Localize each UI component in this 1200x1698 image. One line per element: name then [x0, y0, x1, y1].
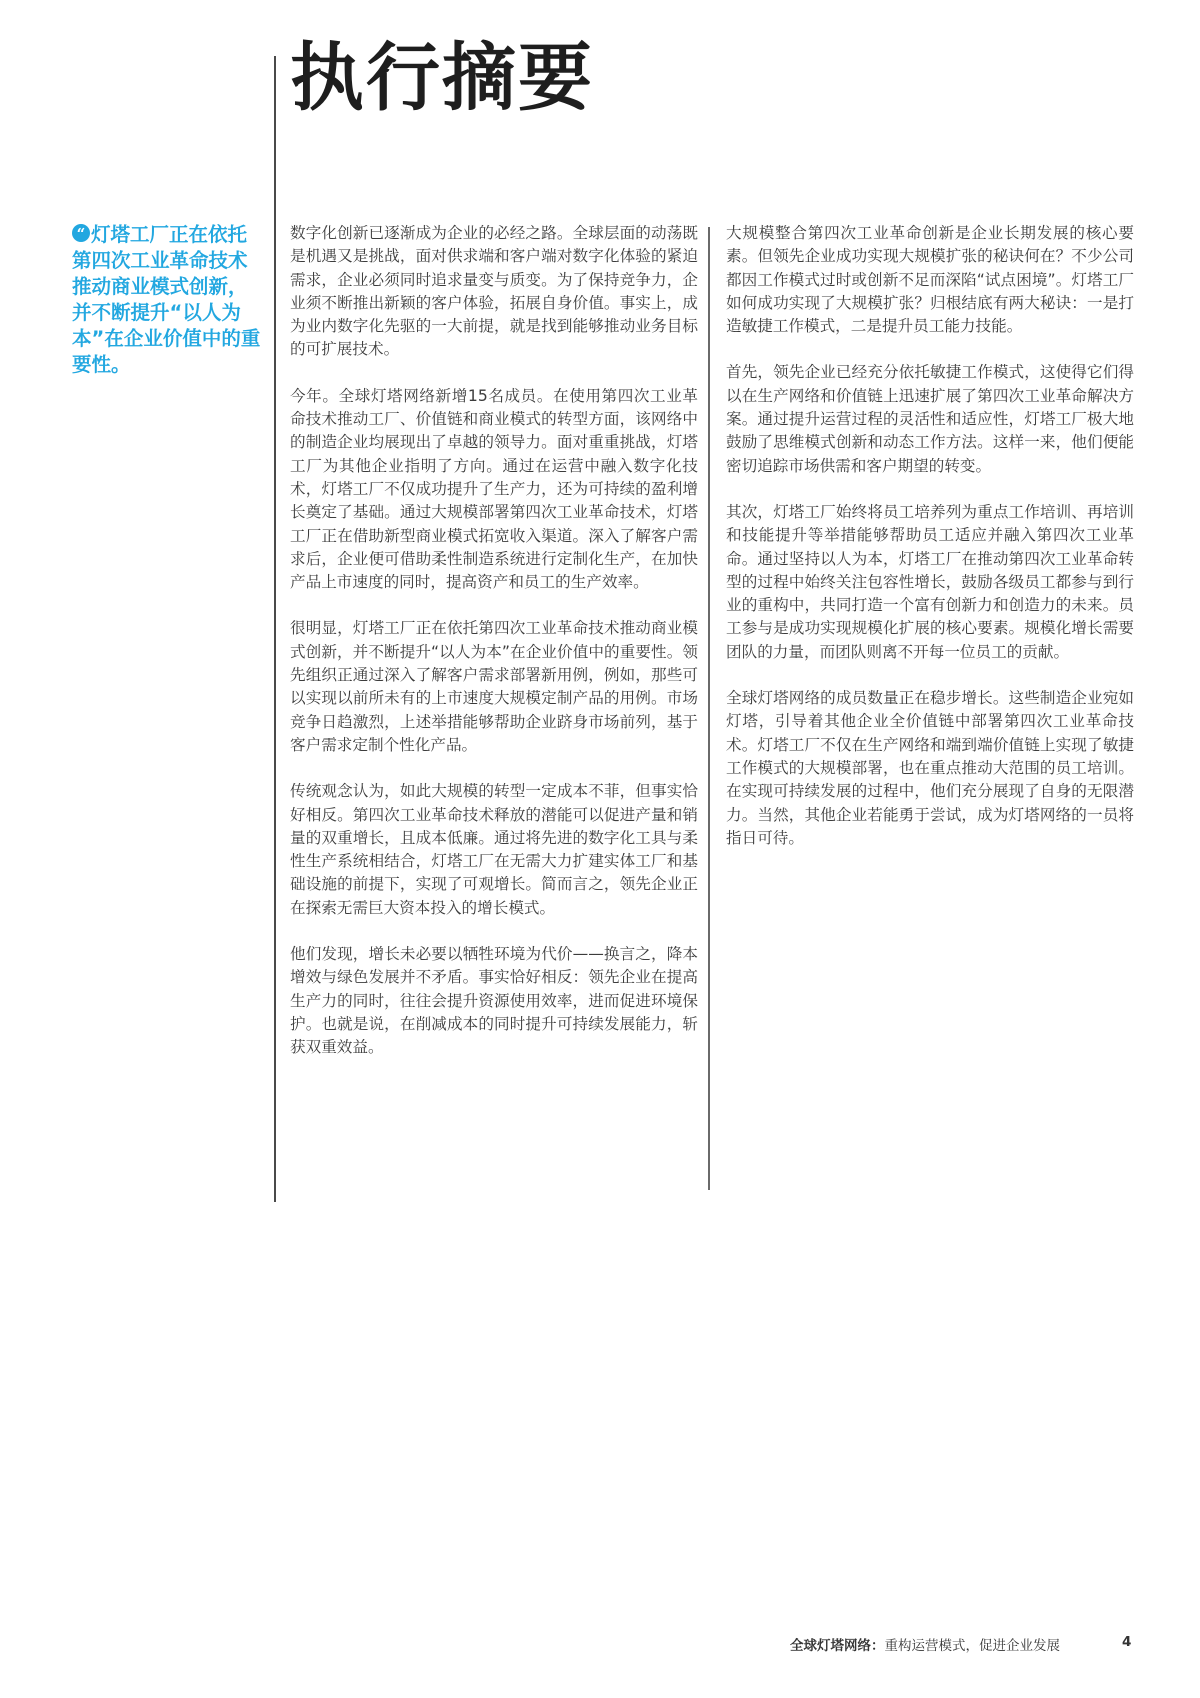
paragraph: 全球灯塔网络的成员数量正在稳步增长。这些制造企业宛如灯塔，引导着其他企业全价值链中部署第四次工业革命技术。灯塔工厂不仅在生产网络和端到端价值链上实现了敏捷工作模式的大规模部署，也在重点推动大范围的员工培训。在实现可持续发展的过程中，他们充分展现了自身的无限潜力。当然，其他企业若能勇于尝试，成为灯塔网络的一员将指日可待。: [726, 689, 1134, 847]
body-column-left: [290, 222, 698, 1083]
page-footer: [790, 1634, 1060, 1654]
column-divider-rule: [708, 227, 710, 1190]
paragraph: 首先，领先企业已经充分依托敏捷工作模式，这使得它们得以在生产网络和价值链上迅速扩展了第四次工业革命解决方案。通过提升运营过程的灵活性和适应性，灯塔工厂极大地鼓励了思维模式创新和动态工作方法。这样一来，他们便能密切追踪市场供需和客户期望的转变。: [726, 363, 1134, 475]
paragraph: 他们发现，增长未必要以牺牲环境为代价——换言之，降本增效与绿色发展并不矛盾。事实恰好相反：领先企业在提高生产力的同时，往往会提升资源使用效率，进而促进环境保护。也就是说，在削减成本的同时提升可持续发展能力，斩获双重效益。: [290, 945, 698, 1057]
paragraph: 大规模整合第四次工业革命创新是企业长期发展的核心要素。但领先企业成功实现大规模扩张的秘诀何在？不少公司都因工作模式过时或创新不足而深陷“试点困境”。灯塔工厂如何成功实现了大规模扩张？归根结底有两大秘诀：一是打造敏捷工作模式，二是提升员工能力技能。: [726, 224, 1134, 336]
paragraph: 今年。全球灯塔网络新增15名成员。在使用第四次工业革命技术推动工厂、价值链和商业模式的转型方面，该网络中的制造企业均展现出了卓越的领导力。面对重重挑战，灯塔工厂为其他企业指明了方向。通过在运营中融入数字化技术，灯塔工厂不仅成功提升了生产力，还为可持续的盈利增长奠定了基础。通过大规模部署第四次工业革命技术，灯塔工厂正在借助新型商业模式拓宽收入渠道。深入了解客户需求后，企业便可借助柔性制造系统进行定制化生产，在加快产品上市速度的同时，提高资产和员工的生产效率。: [290, 386, 698, 592]
footer-subtitle: 重构运营模式，促进企业发展: [884, 1638, 1060, 1654]
page-number: 4: [1122, 1634, 1132, 1650]
pull-quote: [72, 222, 262, 378]
page-title: 执行摘要: [290, 35, 594, 121]
paragraph: 其次，灯塔工厂始终将员工培养列为重点工作培训、再培训和技能提升等举措能够帮助员工适应并融入第四次工业革命。通过坚持以人为本，灯塔工厂在推动第四次工业革命转型的过程中始终关注包容性增长，鼓励各级员工都参与到行业的重构中，共同打造一个富有创新力和创造力的未来。员工参与是成功实现规模化扩展的核心要素。规模化增长需要团队的力量，而团队则离不开每一位员工的贡献。: [726, 502, 1134, 661]
body-column-right: [726, 222, 1134, 873]
paragraph: 数字化创新已逐渐成为企业的必经之路。全球层面的动荡既是机遇又是挑战，面对供求端和客户端对数字化体验的紧迫需求，企业必须同时追求量变与质变。为了保持竞争力，企业须不断推出新颖的客户体验，拓展自身价值。事实上，成为业内数字化先驱的一大前提，就是找到能够推动业务目标的可扩展技术。: [290, 224, 698, 359]
footer-title: 全球灯塔网络：: [790, 1638, 885, 1654]
pull-quote-text: 灯塔工厂正在依托第四次工业革命技术推动商业模式创新，并不断提升“以人为本”在企业价值中的重要性。: [72, 223, 261, 376]
left-vertical-rule: [274, 56, 276, 1202]
quote-icon: “: [72, 224, 90, 242]
paragraph: 传统观念认为，如此大规模的转型一定成本不菲，但事实恰好相反。第四次工业革命技术释放的潜能可以促进产量和销量的双重增长，且成本低廉。通过将先进的数字化工具与柔性生产系统相结合，灯塔工厂在无需大力扩建实体工厂和基础设施的前提下，实现了可观增长。简而言之，领先企业正在探索无需巨大资本投入的增长模式。: [290, 782, 698, 917]
paragraph: 很明显，灯塔工厂正在依托第四次工业革命技术推动商业模式创新，并不断提升“以人为本”在企业价值中的重要性。领先组织正通过深入了解客户需求部署新用例，例如，那些可以实现以前所未有的上市速度大规模定制产品的用例。市场竞争日趋激烈，上述举措能够帮助企业跻身市场前列，基于客户需求定制个性化产品。: [290, 619, 698, 754]
